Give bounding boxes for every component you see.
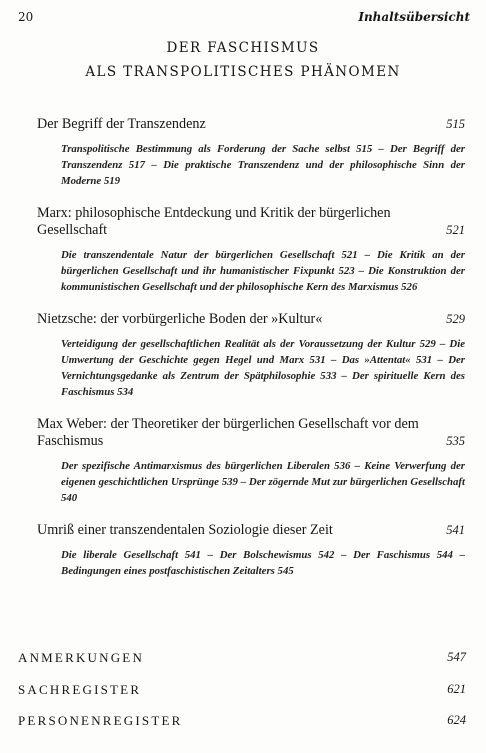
toc-section-page: 535 xyxy=(446,434,465,448)
toc-section-page: 515 xyxy=(446,117,465,131)
toc-section-subentries: Verteidigung der gesellschaftlichen Realität als der Voraussetzung der Kultur 529 – Die Umwertung der Geschichte gegen Hegel und Marx 531 – Das »Attentat« 531 – Der Vernichtungsgedanke als Zentrum der Spätphilosophie 533 – Der spirituelle Kern des Faschismus 534 xyxy=(61,338,465,398)
back-matter-sachregister xyxy=(18,682,466,700)
toc-section-title: Nietzsche: der vorbürgerliche Boden der »Kultur« xyxy=(37,311,323,327)
chapter-subtitle: ALS TRANSPOLITISCHES PHÄNOMEN xyxy=(85,64,401,80)
toc-section-marx xyxy=(37,205,465,295)
toc-section-soziologie xyxy=(37,522,465,579)
toc-section-subentries: Der spezifische Antimarxismus des bürgerlichen Liberalen 536 – Keine Verwerfung der eigenen geschichtlichen Ursprünge 539 – Der zögernde Mut zur bürgerlichen Gesellschaft 540 xyxy=(61,460,465,504)
toc-section-subentries: Die transzendentale Natur der bürgerlichen Gesellschaft 521 – Die Kritik an der bürgerlichen Gesellschaft und ihr humanistischer Fixpunkt 523 – Die Konstruktion der kommunistischen Gesellschaft und der philosophische Kern des Marxismus 526 xyxy=(61,249,465,293)
back-matter-label: SACHREGISTER xyxy=(18,682,142,697)
toc-section-page: 541 xyxy=(446,523,465,537)
back-matter-personenregister xyxy=(18,713,466,731)
toc-section-title: Marx: philosophische Entdeckung und Kritik der bürgerlichen Gesellschaft xyxy=(37,205,391,238)
toc-section-subentries: Transpolitische Bestimmung als Forderung der Sache selbst 515 – Der Begriff der Transzendenz 517 – Die praktische Transzendenz und der philosophische Sinn der Moderne 519 xyxy=(61,143,465,187)
chapter-title: DER FASCHISMUS xyxy=(166,40,320,56)
toc-section-title: Umriß einer transzendentalen Soziologie dieser Zeit xyxy=(37,522,333,538)
toc-sections xyxy=(37,116,465,595)
back-matter-label: PERSONENREGISTER xyxy=(18,713,183,728)
back-matter-page: 547 xyxy=(447,650,466,664)
back-matter-label: ANMERKUNGEN xyxy=(18,650,145,665)
toc-section-transzendenz xyxy=(37,116,465,189)
page-number: 20 xyxy=(18,10,34,24)
toc-section-page: 529 xyxy=(446,312,465,326)
running-header xyxy=(18,10,470,28)
back-matter-page: 624 xyxy=(447,713,466,727)
toc-section-title: Max Weber: der Theoretiker der bürgerlichen Gesellschaft vor dem Faschismus xyxy=(37,416,419,449)
toc-section-nietzsche xyxy=(37,311,465,400)
toc-section-page: 521 xyxy=(446,223,465,237)
back-matter-anmerkungen xyxy=(18,650,466,668)
running-title: Inhaltsübersicht xyxy=(358,10,470,24)
toc-section-title: Der Begriff der Transzendenz xyxy=(37,116,206,132)
back-matter-page: 621 xyxy=(447,682,466,696)
toc-section-weber xyxy=(37,416,465,506)
toc-section-subentries: Die liberale Gesellschaft 541 – Der Bolschewismus 542 – Der Faschismus 544 – Bedingungen eines postfaschistischen Zeitalters 545 xyxy=(61,549,465,577)
